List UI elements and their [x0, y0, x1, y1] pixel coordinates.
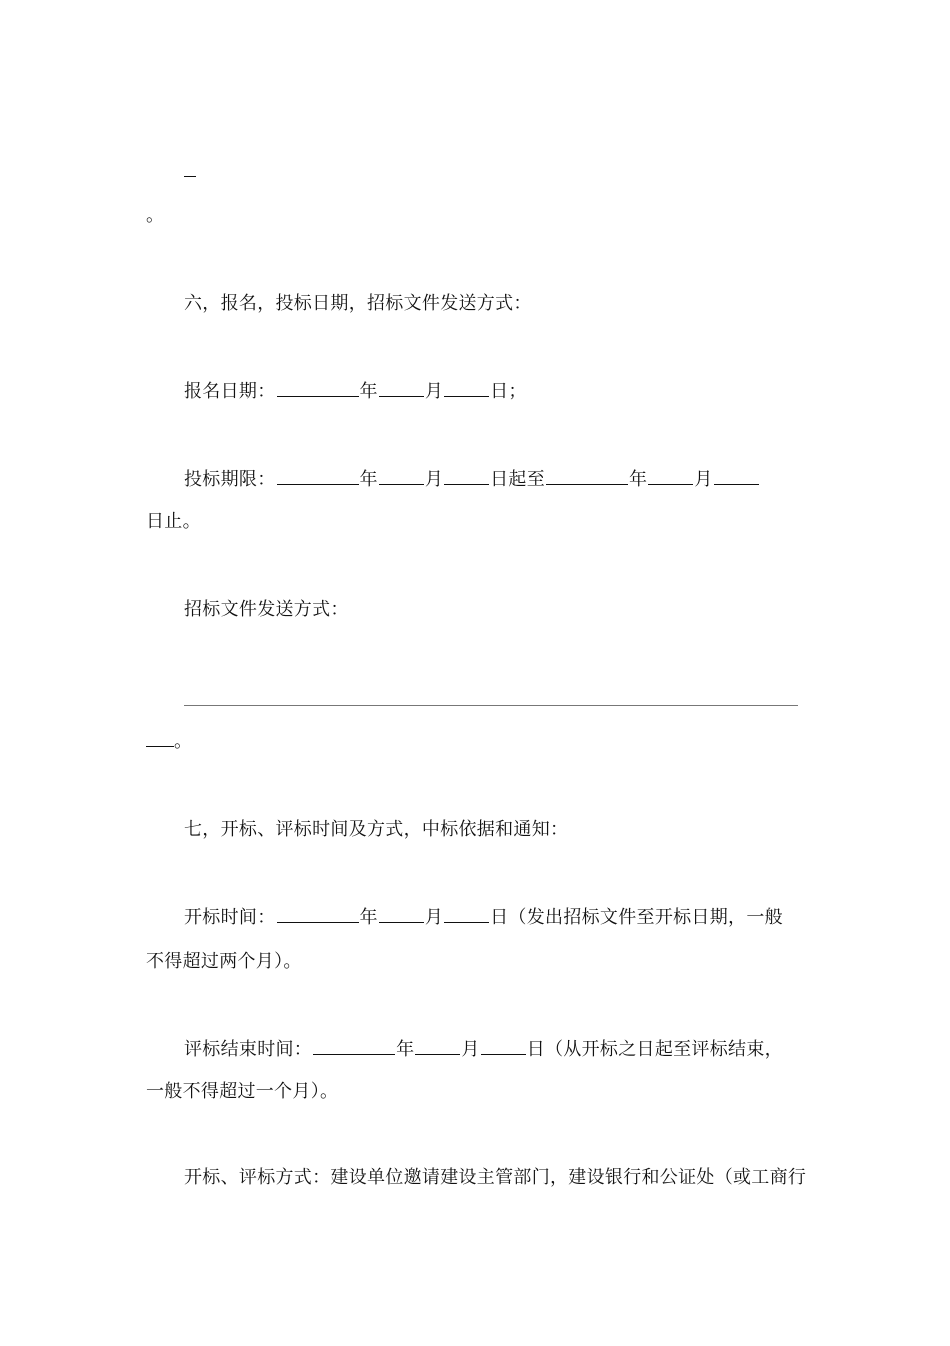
bid-month2-blank — [648, 466, 693, 485]
bid-year2-label: 年 — [629, 469, 648, 490]
signup-year-label: 年 — [359, 381, 378, 402]
open-month-label: 月 — [424, 907, 444, 928]
bid-day2-blank — [714, 466, 759, 485]
open-day-blank — [444, 904, 489, 923]
open-day-note: 日（发出招标文件至开标日期，一般 — [490, 907, 783, 928]
delivery-fill-tail — [146, 730, 174, 747]
open-note-cont: 不得超过两个月）。 — [146, 951, 302, 972]
period-line — [146, 204, 164, 228]
bid-year1-label: 年 — [359, 469, 378, 490]
eval-year-blank — [313, 1036, 395, 1055]
bid-end-line: 日止。 — [146, 511, 201, 532]
section6-heading: 六，报名，投标日期，招标文件发送方式： — [184, 293, 532, 314]
delivery-end-period: 。 — [174, 731, 193, 752]
eval-label: 评标结束时间： — [184, 1039, 313, 1060]
open-month-blank — [379, 904, 424, 923]
eval-day-blank — [481, 1036, 526, 1055]
signup-month-label: 月 — [424, 381, 444, 402]
delivery-end-line — [146, 730, 192, 754]
bid-year2-blank — [546, 466, 628, 485]
eval-day-note: 日（从开标之日起至评标结束， — [526, 1039, 783, 1060]
open-year-label: 年 — [359, 907, 378, 928]
dash-mark — [184, 176, 196, 177]
bid-month1-label: 月 — [424, 469, 444, 490]
delivery-fill-line — [184, 705, 798, 706]
bid-period-line — [184, 466, 760, 492]
bid-day1-blank — [444, 466, 489, 485]
eval-year-label: 年 — [396, 1039, 415, 1060]
signup-day-label: 日； — [490, 381, 527, 402]
bid-day1-label: 日起至 — [490, 469, 546, 490]
open-time-line — [184, 904, 783, 930]
signup-label: 报名日期： — [184, 381, 276, 402]
eval-month-label: 月 — [461, 1039, 480, 1060]
bid-month2-label: 月 — [694, 469, 713, 490]
signup-day-blank — [444, 378, 489, 397]
period-text: 。 — [146, 205, 165, 226]
signup-month-blank — [379, 378, 424, 397]
eval-time-line — [184, 1036, 783, 1062]
method-line: 开标、评标方式：建设单位邀请建设主管部门，建设银行和公证处（或工商行 — [184, 1167, 807, 1188]
bid-month1-blank — [379, 466, 424, 485]
section7-heading: 七，开标、评标时间及方式，中标依据和通知： — [184, 819, 569, 840]
bid-year1-blank — [277, 466, 359, 485]
eval-month-blank — [415, 1036, 460, 1055]
open-year-blank — [277, 904, 359, 923]
open-label: 开标时间： — [184, 907, 276, 928]
delivery-label: 招标文件发送方式： — [184, 599, 349, 620]
signup-date-line — [184, 378, 527, 404]
signup-year-blank — [277, 378, 359, 397]
eval-note-cont: 一般不得超过一个月）。 — [146, 1081, 339, 1102]
bid-label: 投标期限： — [184, 469, 276, 490]
